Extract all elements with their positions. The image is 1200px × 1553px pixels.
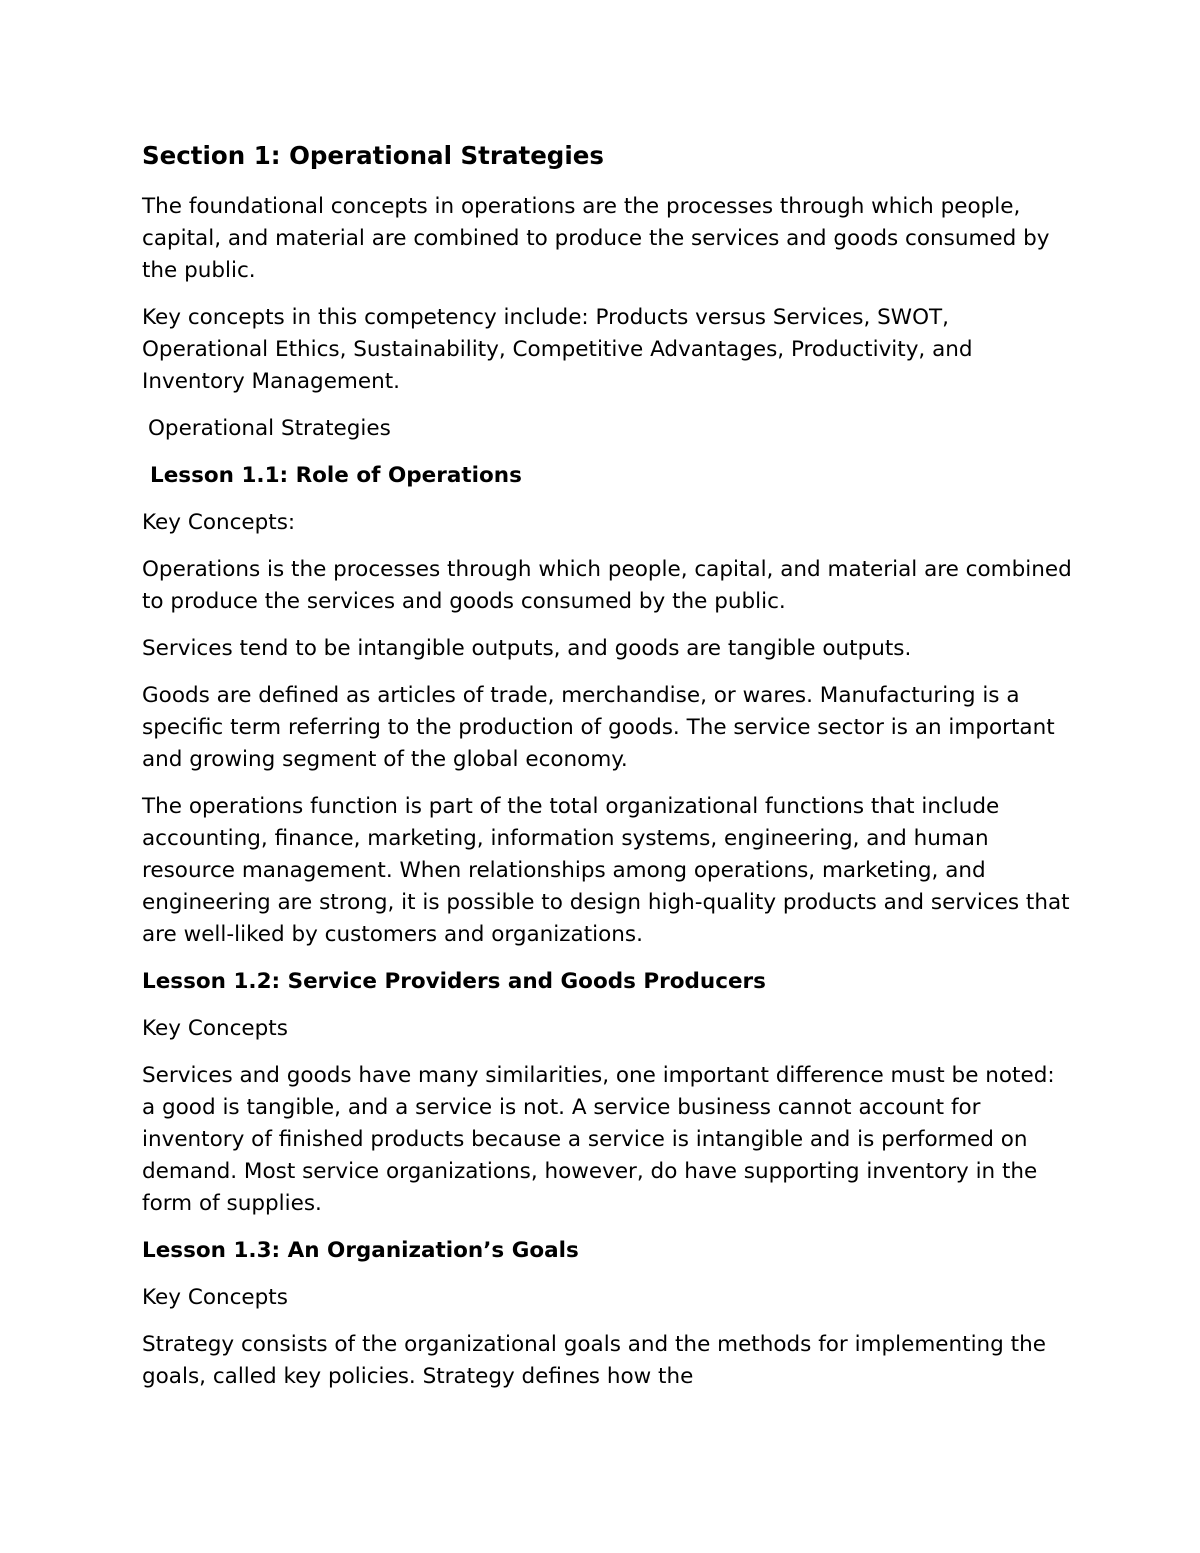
- lesson-1-1-paragraph: Services tend to be intangible outputs, and goods are tangible outputs.: [142, 636, 912, 661]
- lesson-1-1-paragraph: Goods are defined as articles of trade, merchandise, or wares. Manufacturing is a specific term referring to the production of goods. The service sector is an important and growing segment of the global economy.: [142, 683, 1055, 772]
- key-concepts-summary: Key concepts in this competency include: Products versus Services, SWOT, Operational Ethics, Sustainability, Competitive Advantages, Productivity, and Inventory Management.: [142, 305, 973, 394]
- lesson-1-1-paragraph: The operations function is part of the total organizational functions that include accounting, finance, marketing, information systems, engineering, and human resource management. When relationships among operations, marketing, and engineering are strong, it is possible to design high-quality products and services that are well-liked by customers and organizations.: [142, 794, 1070, 947]
- lesson-1-2-paragraph: Services and goods have many similarities, one important difference must be noted: a good is tangible, and a service is not. A service business cannot account for inventory of finished products because a service is intangible and is performed on demand. Most service organizations, however, do have supporting inventory in the form of supplies.: [142, 1063, 1055, 1216]
- lesson-1-2-label: Key Concepts: [142, 1016, 288, 1041]
- section-title: Section 1: Operational Strategies: [142, 141, 604, 170]
- lesson-1-1-title: Lesson 1.1: Role of Operations: [150, 463, 522, 488]
- lesson-1-3-title: Lesson 1.3: An Organization’s Goals: [142, 1238, 579, 1263]
- section-intro: The foundational concepts in operations are the processes through which people, capital, and material are combined to produce the services and goods consumed by the public.: [142, 194, 1050, 283]
- lesson-1-3-label: Key Concepts: [142, 1285, 288, 1310]
- lesson-1-2-title: Lesson 1.2: Service Providers and Goods Producers: [142, 969, 766, 994]
- lesson-1-3-paragraph: Strategy consists of the organizational goals and the methods for implementing the goals, called key policies. Strategy defines how the: [142, 1332, 1046, 1389]
- lesson-1-1-paragraph: Operations is the processes through which people, capital, and material are combined to produce the services and goods consumed by the public.: [142, 557, 1072, 614]
- section-subtitle: Operational Strategies: [148, 416, 391, 441]
- document-page: [142, 139, 1072, 1408]
- lesson-1-1-label: Key Concepts:: [142, 510, 296, 535]
